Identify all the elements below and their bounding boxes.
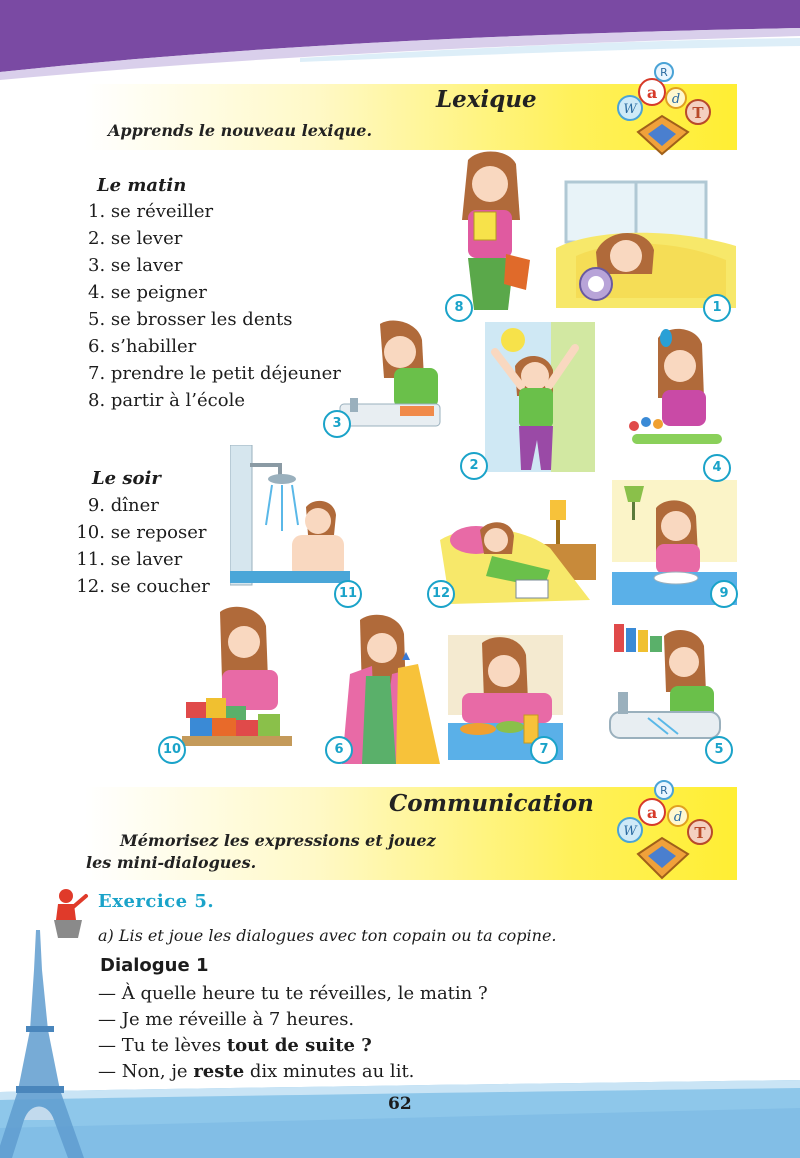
item-text: se reposer bbox=[110, 522, 207, 543]
dialogue-text: — À quelle heure tu te réveilles, le matin ? bbox=[98, 983, 488, 1004]
picture-number-badge: 5 bbox=[705, 736, 733, 764]
picture-number-badge: 3 bbox=[323, 410, 351, 438]
picture-number-badge: 2 bbox=[460, 452, 488, 480]
illustration-se-lever bbox=[455, 322, 595, 472]
exercise-instruction bbox=[98, 926, 557, 945]
logo-letter-t: T bbox=[694, 824, 706, 842]
logo-letter-d: d bbox=[671, 92, 681, 107]
logo-letter-r: R bbox=[660, 66, 668, 79]
list-item bbox=[74, 519, 210, 546]
picture-number-badge: 7 bbox=[530, 736, 558, 764]
instruction-text: Lis et joue les dialogues avec ton copain ou ta copine. bbox=[118, 926, 557, 945]
logo-letter-t: T bbox=[692, 104, 704, 122]
dialogue-text: — Tu te lèves bbox=[98, 1035, 227, 1056]
dialogue-text: — Je me réveille à 7 heures. bbox=[98, 1009, 355, 1030]
illustration-se-laver-soir bbox=[230, 445, 350, 595]
evening-heading: Le soir bbox=[92, 468, 161, 489]
logo-letter-w: W bbox=[623, 824, 637, 839]
dialogue-line bbox=[98, 983, 488, 1004]
alphabet-logo-icon bbox=[602, 62, 728, 158]
list-item: 1. se réveiller bbox=[88, 201, 214, 222]
communication-subtitle-line2: les mini-dialogues. bbox=[86, 853, 257, 872]
logo-letter-a: a bbox=[646, 83, 658, 102]
picture-number-badge: 4 bbox=[703, 454, 731, 482]
picture-number-badge: 11 bbox=[334, 580, 362, 608]
illustration-se-peigner bbox=[622, 318, 734, 468]
communication-title: Communication bbox=[389, 790, 594, 817]
list-item: 3. se laver bbox=[88, 255, 183, 276]
lexique-subtitle: Apprends le nouveau lexique. bbox=[108, 121, 373, 140]
list-item bbox=[74, 573, 210, 600]
list-item bbox=[74, 492, 210, 519]
eiffel-tower-icon bbox=[0, 930, 96, 1158]
item-text: se coucher bbox=[110, 576, 210, 597]
logo-letter-w: W bbox=[623, 102, 637, 117]
picture-number-badge: 1 bbox=[703, 294, 731, 322]
picture-number-badge: 9 bbox=[710, 580, 738, 608]
list-item: 4. se peigner bbox=[88, 282, 207, 303]
list-item: 6. s’habiller bbox=[88, 336, 197, 357]
list-item: 2. se lever bbox=[88, 228, 183, 249]
item-number: 11. bbox=[76, 549, 105, 570]
picture-number-badge: 12 bbox=[427, 580, 455, 608]
instruction-prefix: a) bbox=[98, 926, 114, 945]
dialogue-bold-text: tout de suite ? bbox=[226, 1035, 372, 1056]
alphabet-logo-icon bbox=[602, 778, 728, 882]
dialogue-bold-text: reste bbox=[193, 1061, 245, 1082]
morning-heading: Le matin bbox=[97, 175, 187, 196]
page-number: 62 bbox=[388, 1094, 412, 1114]
exercise-title-text: Exercice 5. bbox=[98, 891, 215, 912]
item-number: 10. bbox=[76, 522, 105, 543]
dialogue-text: — Non, je bbox=[98, 1061, 194, 1082]
illustration-se-coucher bbox=[440, 500, 605, 610]
list-item: 5. se brosser les dents bbox=[88, 309, 293, 330]
communication-subtitle-line1: Mémorisez les expressions et jouez bbox=[120, 831, 436, 850]
logo-letter-r: R bbox=[660, 784, 668, 797]
picture-number-badge: 6 bbox=[325, 736, 353, 764]
list-item bbox=[74, 546, 210, 573]
lexique-title: Lexique bbox=[436, 86, 537, 113]
evening-list bbox=[74, 492, 210, 600]
illustration-se-brosser-dents bbox=[608, 622, 732, 752]
picture-number-badge: 8 bbox=[445, 294, 473, 322]
item-text: dîner bbox=[110, 495, 159, 516]
dialogue-line bbox=[98, 1009, 354, 1030]
dialogue-text: dix minutes au lit. bbox=[244, 1061, 415, 1082]
dialogue-title: Dialogue 1 bbox=[100, 955, 209, 976]
item-number: 9. bbox=[87, 495, 105, 516]
exercise-title bbox=[98, 891, 214, 912]
illustration-se-reposer bbox=[180, 606, 305, 756]
footer-band bbox=[0, 1078, 800, 1158]
item-text: se laver bbox=[110, 549, 183, 570]
picture-number-badge: 10 bbox=[158, 736, 186, 764]
logo-letter-a: a bbox=[646, 803, 658, 822]
list-item: 7. prendre le petit déjeuner bbox=[88, 363, 341, 384]
dialogue-line bbox=[98, 1035, 372, 1056]
logo-letter-d: d bbox=[673, 810, 683, 825]
list-item: 8. partir à l’école bbox=[88, 390, 245, 411]
morning-list bbox=[88, 198, 341, 414]
item-number: 12. bbox=[76, 576, 105, 597]
